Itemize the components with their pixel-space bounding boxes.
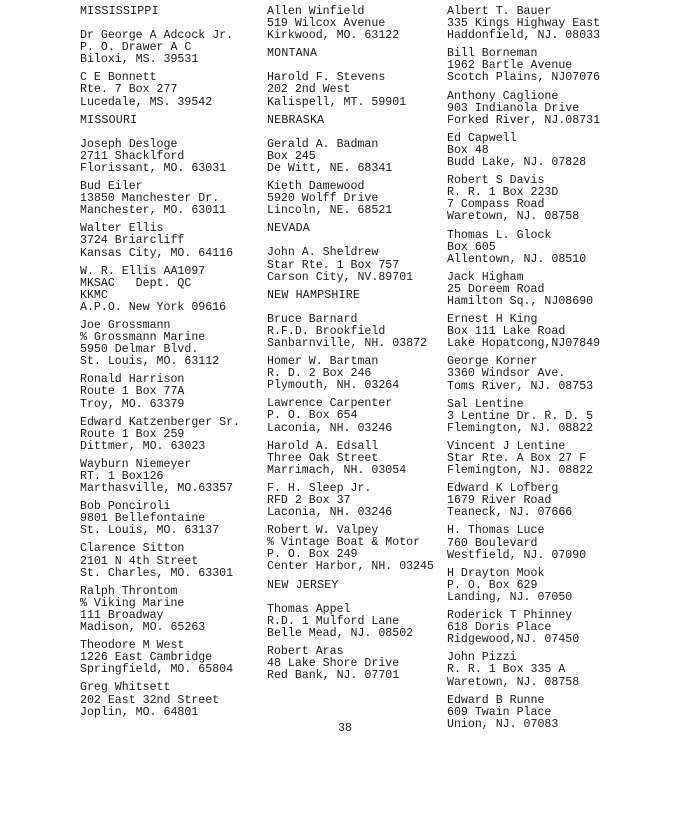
entry-address-line: 519 Wilcox Avenue	[267, 17, 386, 31]
entry-address-line: 25 Doreem Road	[447, 282, 545, 296]
address-entry	[267, 314, 445, 350]
state-heading: MONTANA	[267, 47, 318, 61]
entry-name: W. R. Ellis AA1097	[80, 264, 206, 278]
entry-address-line: Lake Hopatcong,NJ07849	[447, 337, 601, 351]
state-heading: MISSOURI	[80, 113, 138, 127]
entry-address-line: Kansas City, MO. 64116	[80, 246, 234, 260]
entry-address-line: 1226 East Cambridge	[80, 651, 213, 665]
entry-address-line: Budd Lake, NJ. 07828	[447, 156, 587, 170]
entry-address-line: 1679 River Road	[447, 494, 552, 508]
address-entry	[447, 399, 647, 435]
entry-address-line: 48 Lake Shore Drive	[267, 657, 400, 671]
entry-address-line: Troy, MO. 63379	[80, 397, 185, 411]
entry-address-line: Florissant, MO. 63031	[80, 161, 227, 175]
entry-name: Homer W. Bartman	[267, 355, 379, 369]
entry-address-line: Marrimach, NH. 03054	[267, 463, 407, 477]
entry-address-line: 9801 Bellefontaine	[80, 512, 206, 526]
address-entry	[80, 139, 258, 175]
entry-address-line: RFD 2 Box 37	[267, 494, 351, 507]
entry-address-line: Box 245	[267, 149, 316, 163]
address-entry	[80, 30, 258, 66]
entry-address-line: 2711 Shacklford	[80, 149, 185, 163]
address-entry	[447, 175, 647, 223]
entry-name: Roderick T Phinney	[447, 609, 573, 623]
entry-address-line: P. O. Box 629	[447, 578, 538, 592]
address-entry	[447, 272, 647, 308]
entry-address-line: 3 Lentine Dr. R. D. 5	[447, 409, 594, 423]
entry-name: H. Thomas Luce	[447, 524, 545, 538]
entry-address-line: Dittmer, MO. 63023	[80, 439, 206, 453]
entry-name: Joseph Desloge	[80, 137, 178, 151]
entry-name: Edward Katzenberger Sr.	[80, 415, 241, 429]
address-entry	[447, 91, 647, 127]
address-column-1	[80, 6, 258, 725]
address-entry	[80, 266, 258, 314]
address-entry	[447, 48, 647, 84]
address-entry	[267, 356, 445, 392]
entry-address-line: Manchester, MO. 63011	[80, 204, 227, 218]
entry-name: H Drayton Mook	[447, 566, 545, 580]
entry-address-line: St. Charles, MO. 63301	[80, 566, 234, 580]
address-entry	[267, 646, 445, 682]
entry-address-line: Box 111 Lake Road	[447, 325, 566, 339]
entry-address-line: Biloxi, MS. 39531	[80, 53, 199, 67]
entry-address-line: A.P.O. New York 09616	[80, 300, 227, 314]
entry-address-line: Marthasville, MO.63357	[80, 482, 234, 496]
entry-address-line: Star Rte. 1 Box 757	[267, 258, 400, 272]
address-entry	[80, 181, 258, 217]
entry-address-line: R. D. 2 Box 246	[267, 367, 372, 381]
entry-name: Robert S Davis	[447, 174, 545, 188]
entry-address-line: Belle Mead, NJ. 08502	[267, 626, 414, 640]
entry-address-line: Three Oak Street	[267, 451, 379, 465]
entry-address-line: 202 East 32nd Street	[80, 693, 220, 707]
address-entry	[267, 525, 445, 573]
entry-address-line: 3724 Briarcliff	[80, 234, 185, 248]
entry-address-line: Allentown, NJ. 08510	[447, 252, 587, 266]
address-entry	[267, 181, 445, 217]
entry-address-line: R.D. 1 Mulford Lane	[267, 614, 400, 628]
entry-name: F. H. Sleep Jr.	[267, 481, 372, 495]
address-entry	[447, 6, 647, 42]
entry-name: Gerald A. Badman	[267, 137, 379, 151]
entry-address-line: 1962 Bartle Avenue	[447, 59, 573, 73]
state-heading: NEVADA	[267, 222, 310, 236]
entry-address-line: De Witt, NE. 68341	[267, 161, 393, 175]
entry-name: Ronald Harrison	[80, 373, 185, 387]
address-entry	[447, 483, 647, 519]
entry-address-line: 609 Twain Place	[447, 705, 552, 719]
state-heading: NEW HAMPSHIRE	[267, 288, 361, 302]
entry-address-line: 5950 Delmar Blvd.	[80, 343, 199, 357]
entry-address-line: KKMC	[80, 288, 108, 302]
address-entry	[80, 72, 258, 108]
entry-name: Kieth Damewood	[267, 180, 365, 194]
address-entry	[267, 6, 445, 42]
entry-address-line: 5920 Wolff Drive	[267, 192, 379, 206]
entry-address-line: Westfield, NJ. 07090	[447, 548, 587, 562]
address-entry	[267, 247, 445, 283]
address-entry	[80, 543, 258, 579]
entry-name: Vincent J Lentine	[447, 439, 566, 453]
entry-address-line: R.F.D. Brookfield	[267, 324, 386, 338]
entry-name: Harold A. Edsall	[267, 439, 379, 453]
entry-name: Theodore M West	[80, 639, 185, 653]
entry-address-line: Lucedale, MS. 39542	[80, 95, 213, 109]
entry-address-line: Laconia, NH. 03246	[267, 421, 393, 435]
page-number: 38	[338, 722, 352, 735]
entry-name: Albert T. Bauer	[447, 5, 552, 18]
entry-address-line: Madison, MO. 65263	[80, 621, 206, 635]
address-entry	[267, 398, 445, 434]
entry-name: Edward K Lofberg	[447, 482, 559, 496]
address-entry	[447, 356, 647, 392]
entry-name: Walter Ellis	[80, 222, 164, 236]
entry-address-line: % Viking Marine	[80, 596, 185, 610]
address-entry	[447, 525, 647, 561]
entry-address-line: Route 1 Box 259	[80, 427, 185, 441]
entry-name: John Pizzi	[447, 651, 517, 665]
entry-address-line: Waretown, NJ. 08758	[447, 210, 580, 224]
entry-name: Anthony Caglione	[447, 89, 559, 103]
entry-address-line: Carson City, NV.89701	[267, 270, 414, 284]
entry-name: Bob Ponciroli	[80, 500, 171, 514]
entry-address-line: Haddonfield, NJ. 08033	[447, 29, 601, 43]
entry-address-line: Ridgewood,NJ. 07450	[447, 633, 580, 647]
entry-address-line: Union, NJ. 07083	[447, 717, 559, 731]
address-entry	[80, 586, 258, 634]
entry-name: Allen Winfield	[267, 5, 365, 18]
entry-name: Edward B Runne	[447, 693, 545, 707]
entry-address-line: Joplin, MO. 64801	[80, 705, 199, 719]
address-entry	[447, 695, 647, 731]
entry-address-line: MKSAC Dept. QC	[80, 276, 192, 290]
entry-address-line: RT. 1 Box126	[80, 470, 164, 483]
entry-address-line: St. Louis, MO. 63112	[80, 355, 220, 369]
entry-name: Thomas L. Glock	[447, 228, 552, 242]
address-entry	[447, 133, 647, 169]
address-entry	[80, 374, 258, 410]
entry-address-line: 335 Kings Highway East	[447, 17, 601, 31]
entry-address-line: Center Harbor, NH. 03245	[267, 560, 434, 574]
entry-address-line: Flemington, NJ. 08822	[447, 421, 594, 435]
entry-address-line: St. Louis, MO. 63137	[80, 524, 220, 538]
address-column-2	[267, 6, 445, 688]
entry-name: Robert W. Valpey	[267, 524, 379, 538]
entry-name: Harold F. Stevens	[267, 71, 386, 85]
entry-address-line: Flemington, NJ. 08822	[447, 464, 594, 478]
entry-name: Sal Lentine	[447, 397, 524, 411]
entry-name: Ed Capwell	[447, 131, 517, 145]
address-entry	[80, 501, 258, 537]
entry-name: Jack Higham	[447, 270, 524, 284]
entry-address-line: Route 1 Box 77A	[80, 385, 185, 399]
entry-name: Thomas Appel	[267, 602, 351, 616]
address-entry	[267, 604, 445, 640]
entry-address-line: R. R. 1 Box 335 A	[447, 663, 566, 677]
entry-address-line: Kalispell, MT. 59901	[267, 95, 407, 109]
state-heading: NEW JERSEY	[267, 578, 339, 592]
state-heading: MISSISSIPPI	[80, 5, 159, 18]
address-column-3	[447, 6, 647, 737]
entry-address-line: P. O. Drawer A C	[80, 41, 192, 55]
entry-address-line: P. O. Box 249	[267, 548, 358, 562]
entry-name: Ralph Throntom	[80, 584, 178, 598]
entry-name: Bruce Barnard	[267, 312, 358, 326]
entry-address-line: 618 Doris Place	[447, 621, 552, 635]
entry-address-line: Hamilton Sq., NJ08690	[447, 294, 594, 308]
entry-address-line: 2101 N 4th Street	[80, 554, 199, 568]
entry-address-line: Teaneck, NJ. 07666	[447, 506, 573, 520]
entry-name: John A. Sheldrew	[267, 246, 379, 260]
entry-address-line: Star Rte. A Box 27 F	[447, 452, 587, 465]
entry-name: Clarence Sitton	[80, 542, 185, 556]
entry-address-line: Rte. 7 Box 277	[80, 83, 178, 97]
entry-address-line: % Grossmann Marine	[80, 331, 206, 345]
entry-name: Ernest H King	[447, 313, 538, 327]
entry-address-line: Springfield, MO. 65804	[80, 663, 234, 677]
address-entry	[80, 417, 258, 453]
entry-address-line: Box 605	[447, 240, 496, 254]
address-entry	[267, 72, 445, 108]
address-entry	[80, 459, 258, 495]
entry-name: Robert Aras	[267, 644, 344, 658]
entry-address-line: 903 Indianola Drive	[447, 101, 580, 115]
address-entry	[447, 230, 647, 266]
entry-address-line: Plymouth, NH. 03264	[267, 379, 400, 393]
entry-name: Lawrence Carpenter	[267, 397, 393, 411]
entry-address-line: Waretown, NJ. 08758	[447, 675, 580, 689]
entry-address-line: P. O. Box 654	[267, 409, 358, 423]
entry-address-line: Kirkwood, MO. 63122	[267, 29, 400, 43]
entry-address-line: 13850 Manchester Dr.	[80, 192, 220, 206]
address-entry	[80, 640, 258, 676]
address-entry	[80, 320, 258, 368]
address-entry	[80, 223, 258, 259]
entry-name: Wayburn Niemeyer	[80, 457, 192, 471]
address-entry	[447, 568, 647, 604]
entry-address-line: Scotch Plains, NJ07076	[447, 71, 601, 85]
entry-address-line: 3360 Windsor Ave.	[447, 367, 566, 381]
entry-address-line: Sanbarnville, NH. 03872	[267, 336, 428, 350]
address-entry	[447, 441, 647, 477]
state-heading: NEBRASKA	[267, 113, 325, 127]
address-entry	[267, 139, 445, 175]
entry-name: C E Bonnett	[80, 71, 157, 85]
address-entry	[267, 441, 445, 477]
address-entry	[80, 682, 258, 718]
address-entry	[447, 314, 647, 350]
entry-address-line: % Vintage Boat & Motor	[267, 536, 421, 550]
entry-address-line: Toms River, NJ. 08753	[447, 379, 594, 393]
entry-address-line: 760 Boulevard	[447, 536, 538, 550]
entry-address-line: Red Bank, NJ. 07701	[267, 669, 400, 683]
address-entry	[447, 652, 647, 688]
entry-address-line: 202 2nd West	[267, 83, 351, 97]
entry-address-line: Landing, NJ. 07050	[447, 590, 573, 604]
entry-name: Greg Whitsett	[80, 681, 171, 695]
entry-address-line: 111 Broadway	[80, 608, 164, 622]
entry-name: Bill Borneman	[447, 47, 538, 61]
entry-address-line: Box 48	[447, 143, 489, 157]
entry-address-line: Forked River, NJ.08731	[447, 113, 601, 127]
entry-name: Dr George A Adcock Jr.	[80, 29, 234, 43]
address-entry	[267, 483, 445, 519]
entry-address-line: Lincoln, NE. 68521	[267, 204, 393, 218]
entry-name: Bud Eiler	[80, 180, 143, 194]
entry-address-line: R. R. 1 Box 223D	[447, 186, 559, 200]
entry-address-line: 7 Compass Road	[447, 198, 545, 212]
entry-address-line: Laconia, NH. 03246	[267, 506, 393, 520]
address-entry	[447, 610, 647, 646]
entry-name: Joe Grossmann	[80, 318, 171, 332]
entry-name: George Korner	[447, 355, 538, 369]
